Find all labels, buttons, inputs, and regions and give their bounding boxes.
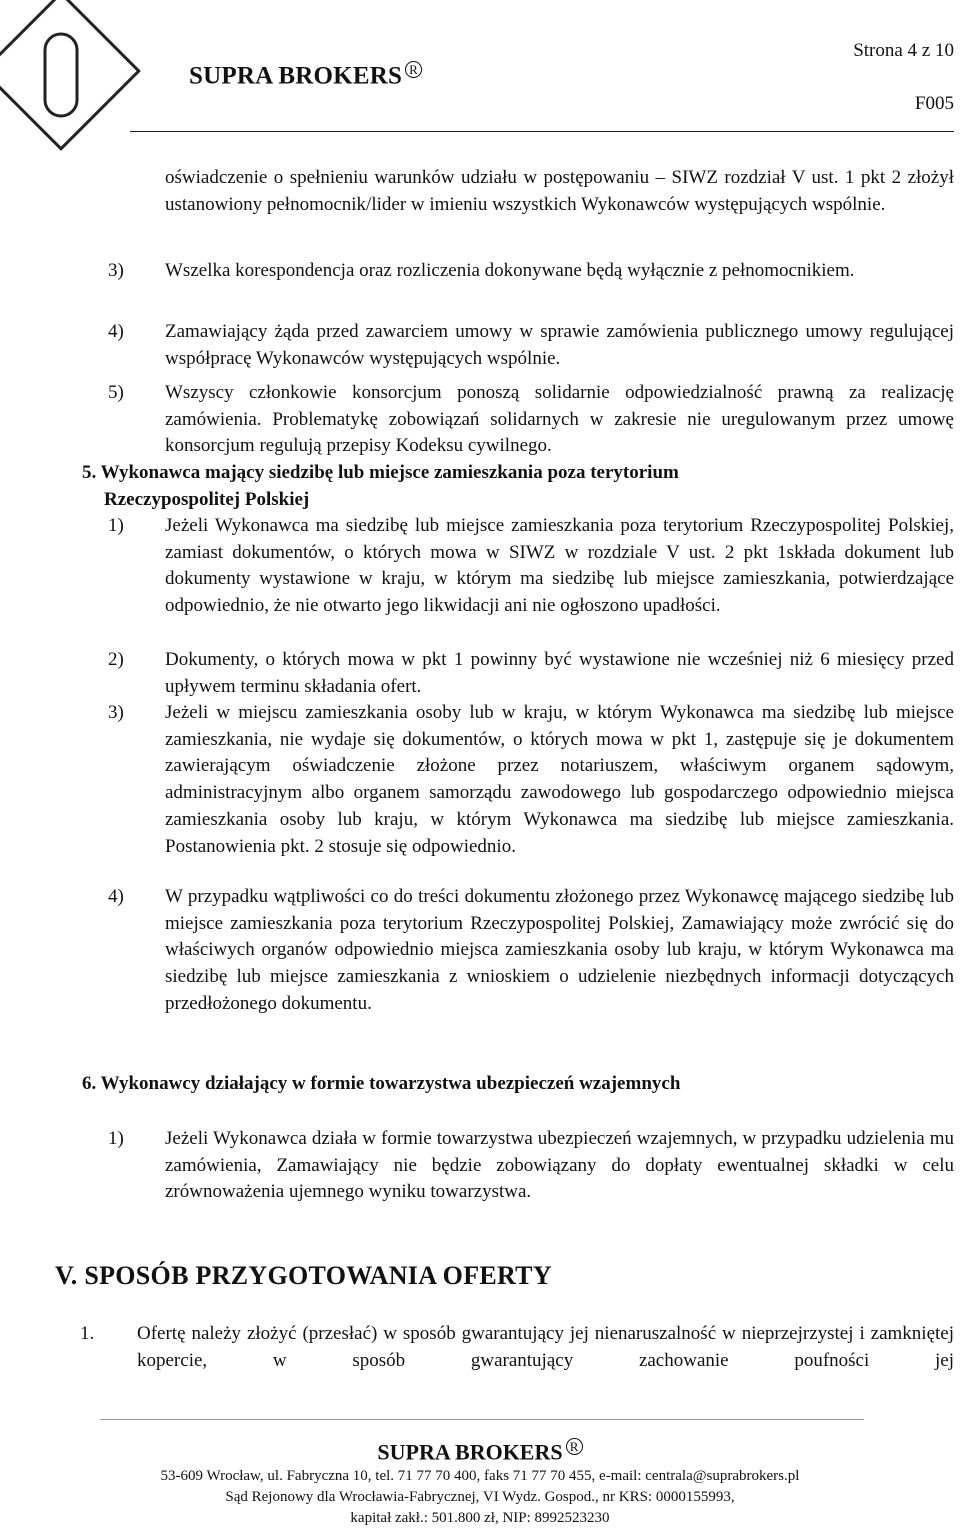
list-item-text: W przypadku wątpliwości co do treści dokumentu złożonego przez Wykonawcę mającego siedzibę lub miejsce zamieszkania poza terytorium Rzeczypospolitej Polskiej, Zamawiający może zwrócić się do właściwych organów odpowiednio miejsca zamieszkania osoby lub kraju, w którym Wykonawca ma siedzibę lub miejsce zamieszkania z wnioskiem o udzielenie niezbędnych informacji dotyczących przedłożonego dokumentu. [165, 886, 954, 1014]
chapter-title: V. SPOSÓB PRZYGOTOWANIA OFERTY [55, 1261, 552, 1290]
continuation-paragraph: oświadczenie o spełnieniu warunków udziału w postępowaniu – SIWZ rozdział V ust. 1 pkt 2 złożył ustanowiony pełnomocnik/lider w imieniu wszystkich Wykonawców występujących wspólnie. [165, 167, 954, 215]
footer-address: 53-609 Wrocław, ul. Fabryczna 10, tel. 71 77 70 400, faks 71 77 70 455, e-mail: centrala@suprabrokers.pl [160, 1468, 800, 1484]
list-item-text: Dokumenty, o których mowa w pkt 1 powinny być wystawione nie wcześniej niż 6 miesięcy przed upływem terminu składania ofert. [165, 649, 954, 697]
section-5-heading: 5. Wykonawca mający siedzibę lub miejsce zamieszkania poza terytorium [82, 462, 679, 483]
list-item-text: Wszelka korespondencja oraz rozliczenia dokonywane będą wyłącznie z pełnomocnikiem. [165, 260, 855, 281]
footer-capital: kapitał zakł.: 501.800 zł, NIP: 8992523230 [350, 1510, 610, 1526]
section-5-heading-continued: Rzeczypospolitej Polskiej [104, 489, 310, 510]
list-item-text: Wszyscy członkowie konsorcjum ponoszą solidarnie odpowiedzialność prawną za realizację zamówienia. Problematykę zobowiązań solidarnych w zakresie nie uregulowanym przez umowę konsorcjum regulują przepisy Kodeksu cywilnego. [165, 382, 954, 457]
list-item-number: 2) [108, 649, 124, 670]
header-brand [189, 61, 422, 90]
list-item-number: 5) [108, 382, 124, 403]
section-6-heading: 6. Wykonawcy działający w formie towarzystwa ubezpieczeń wzajemnych [82, 1073, 681, 1094]
list-item-text: Zamawiający żąda przed zawarciem umowy w sprawie zamówienia publicznego umowy regulującej współpracę Wykonawców występujących wspólnie. [165, 321, 954, 369]
list-item-number: 3) [108, 260, 124, 281]
list-item-number: 1) [108, 515, 124, 536]
list-item-number: 1) [108, 1128, 124, 1149]
registered-mark-icon: R [566, 1438, 583, 1455]
list-item-number: 3) [108, 702, 124, 723]
header-rule [130, 131, 954, 132]
registered-mark-icon: R [405, 61, 422, 78]
company-logo [0, 0, 156, 166]
list-item-number: 4) [108, 886, 124, 907]
footer-rule [100, 1419, 864, 1420]
page-indicator: Strona 4 z 10 [853, 40, 954, 61]
list-item-text: Jeżeli Wykonawca ma siedzibę lub miejsce zamieszkania poza terytorium Rzeczypospolitej Polskiej, zamiast dokumentów, o których mowa w SIWZ w rozdziale V ust. 2 pkt 1składa dokument lub dokumenty wystawione w kraju, w którym ma siedzibę lub miejsce zamieszkania, potwierdzające odpowiednio, że nie otwarto jego likwidacji ani nie ogłoszono upadłości. [165, 515, 954, 617]
header-brand-text: SUPRA BROKERS [189, 62, 403, 90]
list-item-number: 1. [80, 1323, 95, 1344]
list-item-number: 4) [108, 321, 124, 342]
list-item-text: Jeżeli w miejscu zamieszkania osoby lub w kraju, w którym Wykonawca ma siedzibę lub miejsce zamieszkania, nie wydaje się dokumentów, o których mowa w pkt 1, zastępuje się je dokumentem zawierającym oświadczenie złożone przez notariuszem, właściwym organem sądowym, administracyjnym albo organem samorządu zawodowego lub gospodarczego odpowiednio miejsca zamieszkania osoby lub kraju, w którym Wykonawca ma siedzibę lub miejsce zamieszkania. Postanowienia pkt. 2 stosuje się odpowiednio. [165, 702, 954, 857]
list-item-text: Ofertę należy złożyć (przesłać) w sposób gwarantujący jej nienaruszalność w nieprzejrzystej i zamkniętej kopercie, w sposób gwarantujący zachowanie poufności jej [137, 1323, 954, 1371]
footer-brand [0, 1438, 960, 1465]
footer-brand-text: SUPRA BROKERS [377, 1439, 563, 1465]
list-item-text: Jeżeli Wykonawca działa w formie towarzystwa ubezpieczeń wzajemnych, w przypadku udzielenia mu zamówienia, Zamawiający nie będzie zobowiązany do dopłaty ewentualnej składki w celu zrównoważenia ujemnego wyniku towarzystwa. [165, 1128, 954, 1203]
document-code: F005 [914, 93, 954, 114]
footer-court-registration: Sąd Rejonowy dla Wrocławia-Fabrycznej, VI Wydz. Gospod., nr KRS: 0000155993, [225, 1489, 735, 1505]
